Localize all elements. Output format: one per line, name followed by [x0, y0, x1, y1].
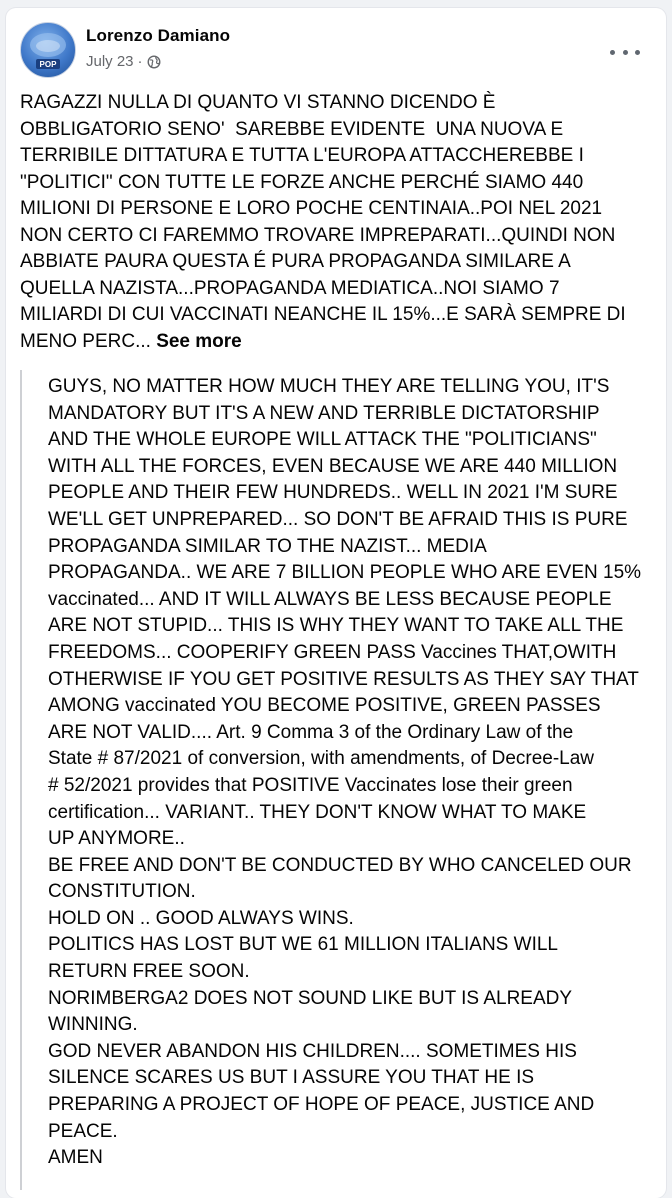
- translation-line: WE'LL GET UNPREPARED... SO DON'T BE AFRAID THIS IS PURE: [48, 508, 628, 530]
- more-dot: [623, 50, 628, 55]
- more-options-icon[interactable]: [610, 44, 640, 60]
- translation-line: PROPAGANDA.. WE ARE 7 BILLION PEOPLE WHO ARE EVEN 15%: [48, 562, 642, 584]
- translation-line: AND THE WHOLE EUROPE WILL ATTACK THE "POLITICIANS": [48, 429, 597, 451]
- translation-line: CONSTITUTION.: [48, 881, 196, 903]
- avatar-image: [21, 23, 75, 77]
- translation-text: [48, 374, 654, 1172]
- post-header: [20, 22, 650, 78]
- translation-line: vaccinated... AND IT WILL ALWAYS BE LESS BECAUSE PEOPLE: [48, 588, 612, 610]
- translation-line: PEACE.: [48, 1120, 118, 1142]
- translation-line: HOLD ON .. GOOD ALWAYS WINS.: [48, 907, 354, 929]
- translation-line: SILENCE SCARES US BUT I ASSURE YOU THAT HE IS: [48, 1067, 535, 1089]
- translation-line: AMEN: [48, 1147, 103, 1169]
- translation-line: AMONG vaccinated YOU BECOME POSITIVE, GREEN PASSES: [48, 695, 601, 717]
- translation-line: PEOPLE AND THEIR FEW HUNDREDS.. WELL IN 2021 I'M SURE: [48, 482, 618, 504]
- translation-line: OTHERWISE IF YOU GET POSITIVE RESULTS AS THEY SAY THAT: [48, 668, 639, 690]
- translation-line: ARE NOT STUPID... THIS IS WHY THEY WANT TO TAKE ALL THE: [48, 615, 624, 637]
- more-dot: [610, 50, 615, 55]
- see-more-link[interactable]: See more: [156, 330, 242, 352]
- translation-line: ARE NOT VALID.... Art. 9 Comma 3 of the Ordinary Law of the: [48, 721, 574, 743]
- globe-icon[interactable]: [147, 55, 161, 69]
- translation-line: certification... VARIANT.. THEY DON'T KNOW WHAT TO MAKE: [48, 801, 587, 823]
- translation-line: # 52/2021 provides that POSITIVE Vaccinates lose their green: [48, 774, 573, 796]
- post-meta: [86, 53, 161, 70]
- translation-line: NORIMBERGA2 DOES NOT SOUND LIKE BUT IS ALREADY: [48, 987, 573, 1009]
- post-card: [6, 8, 666, 1198]
- translation-line: PROPAGANDA SIMILAR TO THE NAZIST... MEDIA: [48, 535, 487, 557]
- translation-line: FREEDOMS... COOPERIFY GREEN PASS Vaccines THAT,OWITH: [48, 641, 617, 663]
- translation-line: POLITICS HAS LOST BUT WE 61 MILLION ITALIANS WILL: [48, 934, 558, 956]
- translation-line: WITH ALL THE FORCES, EVEN BECAUSE WE ARE 440 MILLION: [48, 455, 618, 477]
- translation-line: GOD NEVER ABANDON HIS CHILDREN.... SOMETIMES HIS: [48, 1040, 577, 1062]
- avatar-label: POP: [39, 60, 57, 69]
- translation-line: State # 87/2021 of conversion, with amendments, of Decree-Law: [48, 748, 595, 770]
- avatar[interactable]: [20, 22, 76, 78]
- translation-line: UP ANYMORE..: [48, 828, 185, 850]
- translation-line: PREPARING A PROJECT OF HOPE OF PEACE, JUSTICE AND: [48, 1094, 595, 1116]
- author-name[interactable]: Lorenzo Damiano: [86, 26, 231, 45]
- meta-separator: ·: [137, 53, 143, 70]
- original-text: RAGAZZI NULLA DI QUANTO VI STANNO DICENDO È OBBLIGATORIO SENO' SAREBBE EVIDENTE UNA NUOVA E TERRIBILE DITTATURA E TUTTA L'EUROPA ATTACCHEREBBE I "POLITICI" CON TUTTE LE FORZE ANCHE PERCHÉ SIAMO 440 MILIONI DI PERSONE E LORO POCHE CENTINAIA..POI NEL 2021 NON CERTO CI FAREMMO TROVARE IMPREPARATI...QUINDI NON ABBIATE PAURA QUESTA É PURA PROPAGANDA SIMILARE A QUELLA NAZISTA...PROPAGANDA MEDIATICA..NOI SIAMO 7 MILIARDI DI CUI VACCINATI NEANCHE IL 15%...E SARÀ SEMPRE DI MENO PERC...: [20, 92, 626, 352]
- translation-line: RETURN FREE SOON.: [48, 961, 250, 983]
- post-body: [20, 90, 650, 355]
- more-dot: [635, 50, 640, 55]
- translation-line: WINNING.: [48, 1014, 138, 1036]
- translation-quote: [20, 370, 658, 1190]
- translation-line: MANDATORY BUT IT'S A NEW AND TERRIBLE DICTATORSHIP: [48, 402, 600, 424]
- translation-line: BE FREE AND DON'T BE CONDUCTED BY WHO CANCELED OUR: [48, 854, 632, 876]
- post-date[interactable]: July 23: [86, 53, 134, 70]
- translation-line: GUYS, NO MATTER HOW MUCH THEY ARE TELLING YOU, IT'S: [48, 376, 610, 397]
